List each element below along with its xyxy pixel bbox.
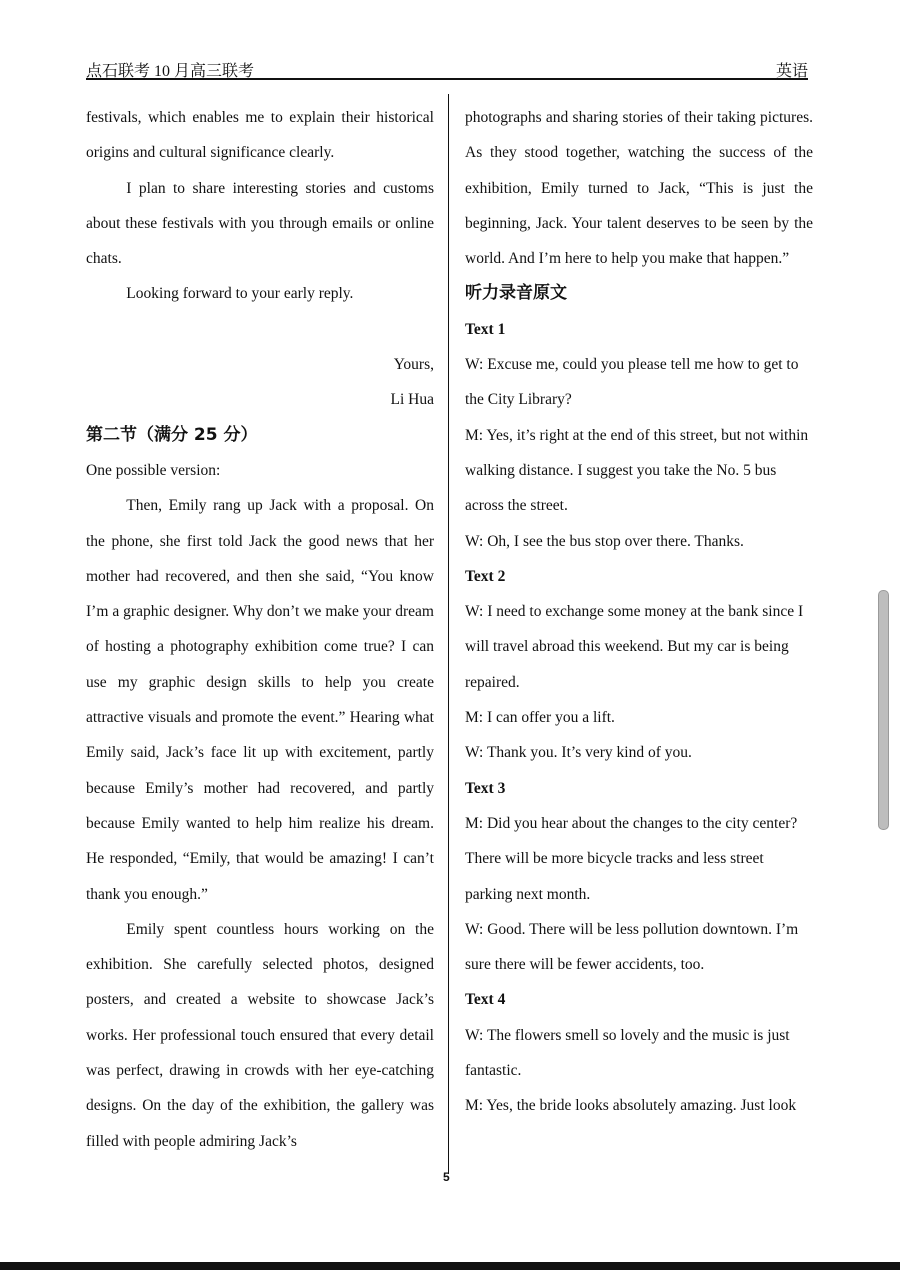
listening-texts: [465, 312, 813, 1124]
dialogue-line: M: Yes, it’s right at the end of this street, but not within walking distance. I suggest you take the No. 5 bus across the street.: [465, 426, 809, 515]
dialogue-line: M: Yes, the bride looks absolutely amazing. Just look: [465, 1097, 797, 1115]
text-label: Text 2: [465, 567, 506, 585]
section-title: 第二节（满分 25 分）: [86, 424, 258, 445]
letter-closing: Yours,: [393, 356, 434, 374]
dialogue-line: M: Did you hear about the changes to the city center? There will be more bicycle tracks and less street parking next month.: [465, 814, 798, 903]
header-title: 点石联考 10 月高三联考: [86, 63, 255, 80]
header-subject: 英语: [775, 63, 808, 80]
letter-signature: Li Hua: [390, 391, 434, 409]
header-rule: [86, 78, 808, 80]
dialogue-line: W: Good. There will be less pollution downtown. I’m sure there will be fewer accidents, too.: [465, 920, 799, 974]
right-column: [465, 100, 813, 1124]
listening-script-title: 听力录音原文: [465, 283, 567, 304]
dialogue-line: W: The flowers smell so lovely and the music is just fantastic.: [465, 1026, 790, 1080]
left-column: [86, 100, 434, 1159]
letter-paragraph-3: Looking forward to your early reply.: [126, 285, 354, 303]
column-divider: [448, 94, 449, 1174]
text-label: Text 3: [465, 779, 506, 797]
text-label: Text 4: [465, 991, 506, 1009]
story-paragraph-1: Then, Emily rang up Jack with a proposal. On the phone, she first told Jack the good news that her mother had recovered, and then she said, “You know I’m a graphic designer. Why don’t we make your dream of hosting a photography exhibition come true? I can use my graphic design skills to help you create attractive visuals and promote the event.” Hearing what Emily said, Jack’s face lit up with excitement, partly because Emily’s mother had recovered, and partly because Emily wanted to help him realize his dream. He responded, “Emily, that would be amazing! I can’t thank you enough.”: [86, 497, 434, 903]
dialogue-line: W: Oh, I see the bus stop over there. Thanks.: [465, 532, 744, 550]
bottom-border: [0, 1262, 900, 1270]
dialogue-line: W: Thank you. It’s very kind of you.: [465, 744, 692, 762]
letter-paragraph-2: I plan to share interesting stories and customs about these festivals with you through emails or online chats.: [86, 179, 434, 268]
letter-paragraph-1: festivals, which enables me to explain their historical origins and cultural significance clearly.: [86, 109, 434, 162]
story-paragraph-3: photographs and sharing stories of their taking pictures. As they stood together, watching the success of the exhibition, Emily turned to Jack, “This is just the beginning, Jack. Your talent deserves to be seen by the world. And I’m here to help you make that happen.”: [465, 109, 813, 268]
page-number: 5: [443, 1170, 450, 1184]
story-paragraph-2: Emily spent countless hours working on the exhibition. She carefully selected photos, designed posters, and created a website to showcase Jack’s works. Her professional touch ensured that every detail was perfect, drawing in crowds with her eye-catching designs. On the day of the exhibition, the gallery was filled with people admiring Jack’s: [86, 920, 434, 1150]
text-label: Text 1: [465, 320, 506, 338]
dialogue-line: M: I can offer you a lift.: [465, 709, 615, 727]
spacer: [86, 312, 434, 347]
dialogue-line: W: Excuse me, could you please tell me how to get to the City Library?: [465, 356, 799, 409]
dialogue-line: W: I need to exchange some money at the bank since I will travel abroad this weekend. But my car is being repaired.: [465, 603, 804, 691]
version-label: One possible version:: [86, 461, 221, 479]
scrollbar-thumb[interactable]: [878, 590, 889, 830]
